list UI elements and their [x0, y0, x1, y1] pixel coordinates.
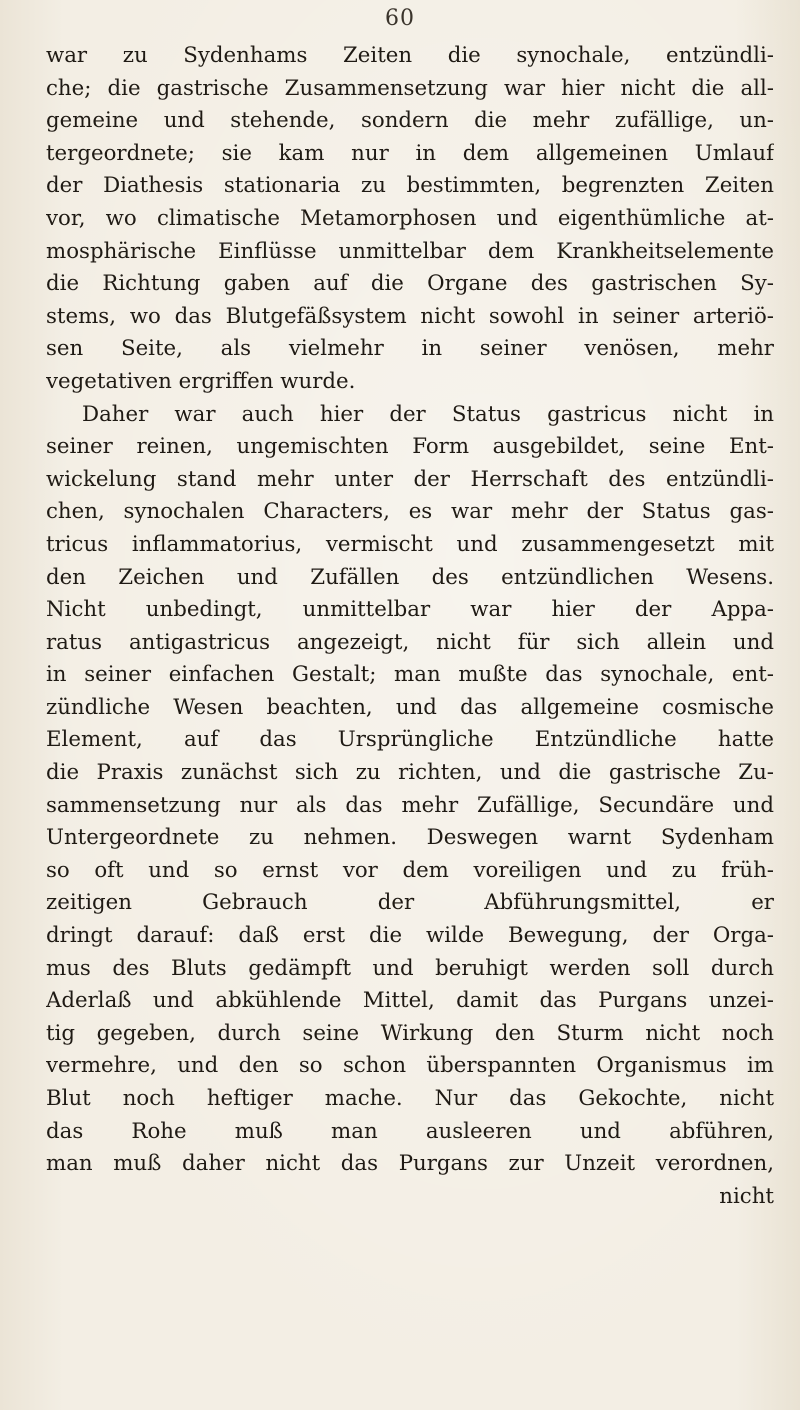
text-line: ratus antigastricus angezeigt, nicht für sich allein und — [46, 629, 774, 655]
text-line: vermehre, und den so schon überspannten Organismus im — [46, 1053, 774, 1079]
text-line: die Richtung gaben auf die Organe des gastrischen Sy- — [46, 271, 774, 297]
text-line: der Diathesis stationaria zu bestimmten, begrenzten Zeiten — [46, 173, 774, 199]
text-line: man muß daher nicht das Purgans zur Unzeit verordnen, — [46, 1151, 774, 1177]
text-line: stems, wo das Blutgefäßsystem nicht sowohl in seiner arteriö- — [46, 303, 774, 329]
text-line: wickelung stand mehr unter der Herrschaft des entzündli- — [46, 466, 774, 492]
text-line: dringt darauf: daß erst die wilde Bewegung, der Orga- — [46, 923, 774, 949]
page-number: 60 — [385, 6, 415, 31]
text-line: Untergeordnete zu nehmen. Deswegen warnt Sydenham — [46, 825, 774, 851]
text-line: gemeine und stehende, sondern die mehr zufällige, un- — [46, 108, 774, 134]
text-line: vegetativen ergriffen wurde. — [46, 368, 356, 394]
text-line: Nicht unbedingt, unmittelbar war hier der Appa- — [46, 597, 774, 623]
text-line: Blut noch heftiger mache. Nur das Gekochte, nicht — [46, 1086, 774, 1111]
catchword: nicht — [719, 1183, 774, 1209]
text-line: sammensetzung nur als das mehr Zufällige, Secundäre und — [46, 792, 774, 818]
text-line: mus des Bluts gedämpft und beruhigt werden soll durch — [46, 955, 774, 981]
text-line: tricus inflammatorius, vermischt und zusammengesetzt mit — [46, 531, 774, 557]
text-line: seiner reinen, ungemischten Form ausgebildet, seine Ent- — [46, 434, 774, 460]
text-line: Aderlaß und abkühlende Mittel, damit das Purgans unzei- — [46, 988, 774, 1014]
text-line: zeitigen Gebrauch der Abführungsmittel, er — [46, 890, 774, 916]
text-line: che; die gastrische Zusammensetzung war hier nicht die all- — [46, 75, 774, 101]
text-line: die Praxis zunächst sich zu richten, und die gastrische Zu- — [46, 760, 774, 786]
body-text — [46, 40, 774, 1213]
text-line: zündliche Wesen beachten, und das allgemeine cosmische — [46, 694, 774, 720]
text-line: tergeordnete; sie kam nur in dem allgemeinen Umlauf — [46, 140, 774, 166]
text-line: tig gegeben, durch seine Wirkung den Sturm nicht noch — [46, 1020, 774, 1046]
text-line: Daher war auch hier der Status gastricus nicht in — [82, 401, 774, 427]
text-line: Element, auf das Ursprüngliche Entzündliche hatte — [46, 727, 774, 753]
text-line: den Zeichen und Zufällen des entzündlichen Wesens. — [46, 564, 774, 590]
text-line: war zu Sydenhams Zeiten die synochale, entzündli- — [46, 43, 774, 68]
text-line: in seiner einfachen Gestalt; man mußte das synochale, ent- — [46, 662, 774, 688]
text-line: chen, synochalen Characters, es war mehr der Status gas- — [46, 499, 774, 525]
text-line: mosphärische Einflüsse unmittelbar dem Krankheitselemente — [46, 238, 774, 264]
text-line: so oft und so ernst vor dem voreiligen und zu früh- — [46, 857, 774, 883]
text-line: sen Seite, als vielmehr in seiner venösen, mehr — [46, 336, 774, 362]
text-line: das Rohe muß man ausleeren und abführen, — [46, 1118, 774, 1144]
text-line: vor, wo climatische Metamorphosen und eigenthümliche at- — [46, 205, 774, 231]
